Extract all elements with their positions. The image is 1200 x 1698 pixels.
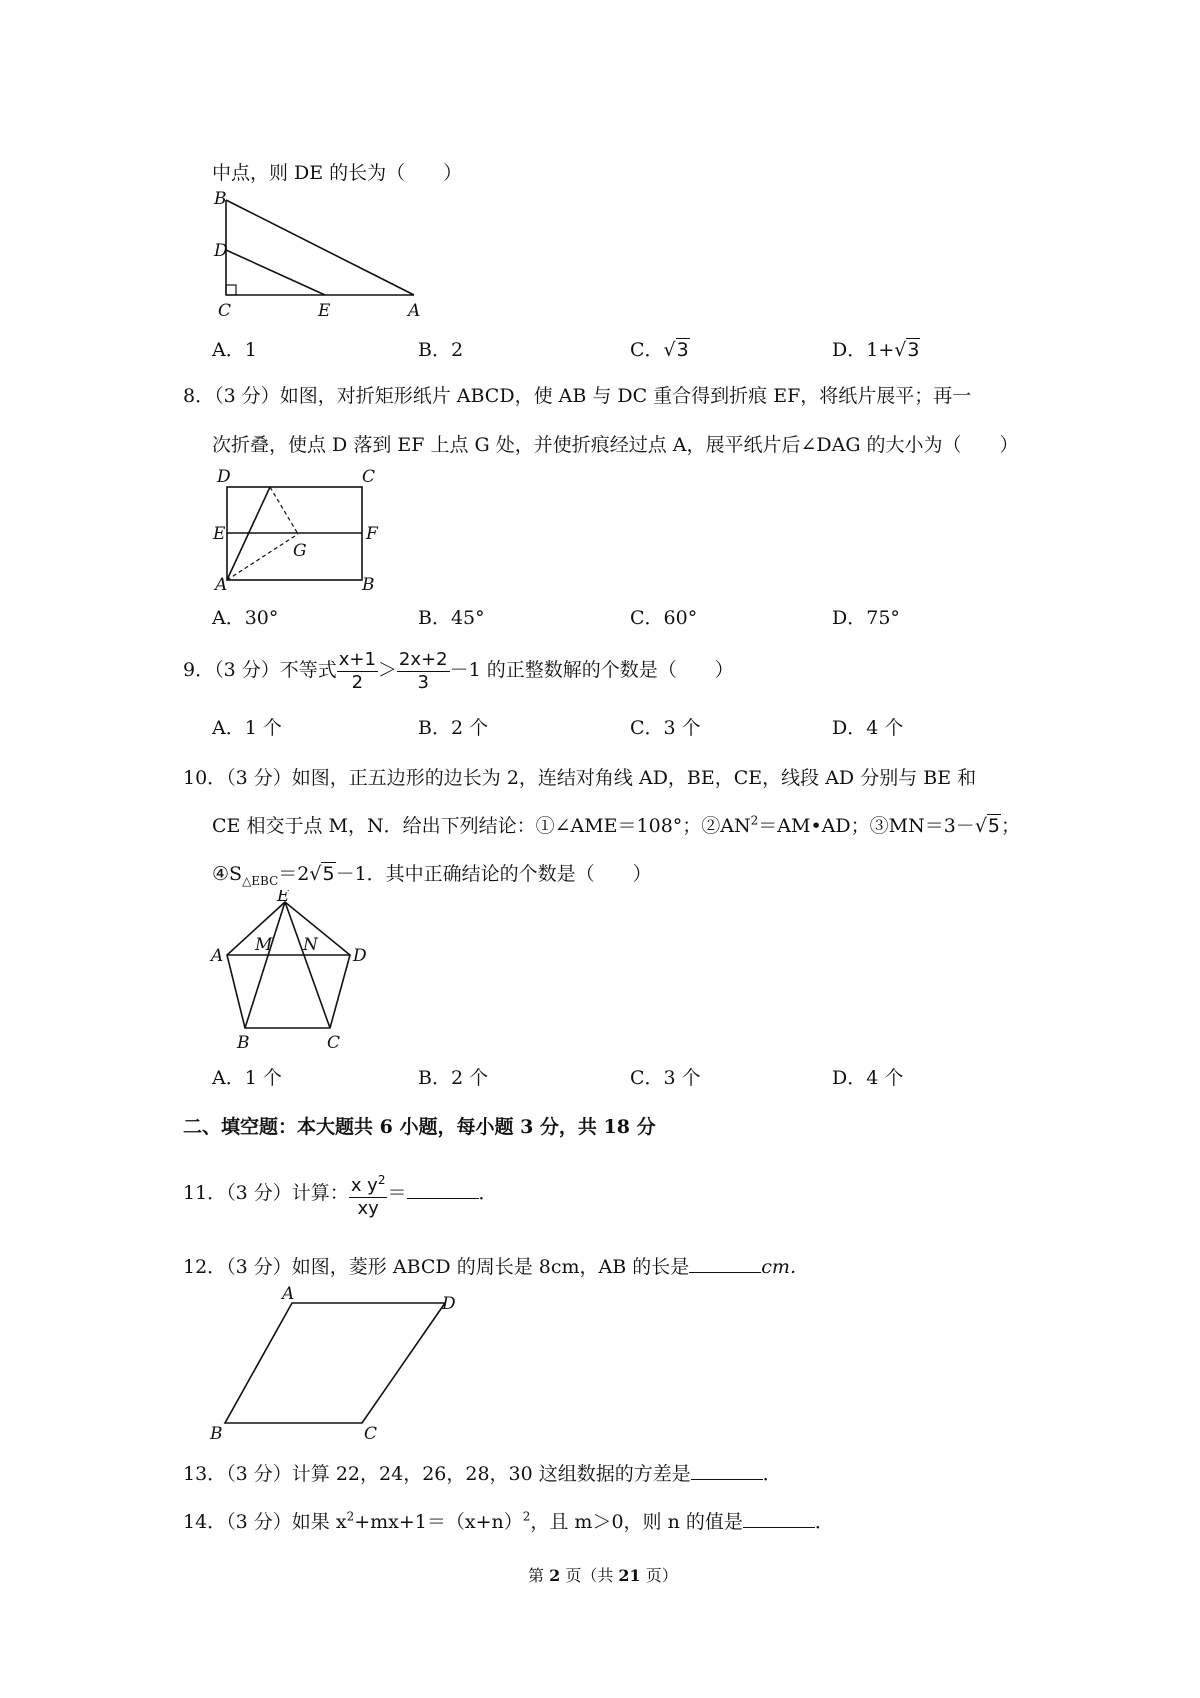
- label-m: M: [255, 935, 273, 955]
- q9-prefix: 9．（3 分）不等式: [183, 659, 337, 681]
- q10-option-b: B．2 个: [418, 1067, 489, 1089]
- label-d: D: [442, 1294, 456, 1314]
- label-c: C: [218, 301, 232, 321]
- q10-line2-sup: 2: [750, 813, 759, 828]
- q10-line3-radicand: 5: [322, 863, 335, 885]
- label-d: D: [353, 946, 367, 966]
- label-a: A: [211, 946, 224, 966]
- q13-answer-blank[interactable]: [691, 1461, 763, 1480]
- q10-line2: [212, 811, 1020, 838]
- q8-line2: 次折叠，使点 D 落到 EF 上点 G 处，并使折痕经过点 A，展平纸片后∠DAG 的大小为（ ）: [212, 434, 1019, 456]
- footer-page-number: 2: [549, 1566, 561, 1585]
- q11-denominator: xy: [357, 1197, 379, 1219]
- q7-option-d: [832, 335, 920, 362]
- q8-option-c: C．60°: [630, 607, 698, 629]
- footer-total-pages: 21: [618, 1566, 641, 1585]
- q10-line2-a: CE 相交于点 M，N．给出下列结论：①∠AME＝108°；②AN: [212, 815, 751, 837]
- q9-frac1-denominator: 2: [351, 671, 364, 693]
- q12-answer-blank[interactable]: [689, 1254, 761, 1273]
- q14-end: ．: [814, 1511, 834, 1533]
- label-b: B: [214, 189, 227, 209]
- q10-line2-radicand: 5: [987, 815, 1001, 837]
- q7-option-d-label: D．1+: [832, 339, 895, 361]
- q11-numerator: [349, 1169, 388, 1198]
- q11-numerator-text: x y: [350, 1174, 378, 1196]
- q10-line3: [212, 859, 652, 888]
- q9-fraction-1: [337, 649, 378, 694]
- q9-frac1-numerator: x+1: [338, 648, 376, 670]
- q8-option-b: B．45°: [418, 607, 485, 629]
- label-a: A: [215, 575, 228, 592]
- q11-text: [183, 1168, 498, 1220]
- label-d: D: [214, 241, 228, 261]
- sqrt-symbol: √3: [894, 339, 920, 361]
- label-a: A: [282, 1285, 295, 1304]
- q13-end: ．: [762, 1463, 782, 1485]
- label-b: B: [362, 575, 375, 592]
- label-b: B: [210, 1424, 223, 1444]
- label-c: C: [364, 1424, 378, 1444]
- label-g: G: [293, 541, 307, 561]
- q7-d-radicand: 3: [907, 339, 920, 361]
- label-e: E: [318, 301, 331, 321]
- page-footer: [528, 1563, 678, 1586]
- sqrt-symbol: √3: [663, 339, 689, 361]
- q7-figure: [200, 188, 440, 323]
- q11-answer-blank[interactable]: [407, 1180, 479, 1199]
- q10-line3-b: ＝2: [278, 863, 310, 885]
- q13-text-body: 13．（3 分）计算 22，24，26，28，30 这组数据的方差是: [183, 1463, 691, 1485]
- q10-option-a: A．1 个: [212, 1067, 282, 1089]
- q11-fraction: [349, 1169, 388, 1220]
- q11-numerator-sup: 2: [377, 1172, 386, 1187]
- q9-text: [183, 646, 734, 694]
- q11-equals: ＝: [387, 1182, 407, 1204]
- footer-a: 第: [528, 1566, 550, 1585]
- q9-option-b: B．2 个: [418, 717, 489, 739]
- section-title: 二、填空题：本大题共 6 小题，每小题 3 分，共 18 分: [183, 1116, 656, 1138]
- q7-option-b: B．2: [418, 339, 464, 361]
- q9-frac2-numerator: 2x+2: [398, 648, 448, 670]
- q11-end: ．: [478, 1182, 498, 1204]
- q10-line1: 10．（3 分）如图，正五边形的边长为 2，连结对角线 AD，BE，CE，线段 AD 分别与 BE 和: [183, 767, 977, 789]
- q10-line2-b: ＝AM•AD；③MN＝3－: [758, 815, 975, 837]
- q14-b: +mx+1＝（x+n）: [354, 1511, 523, 1533]
- q9-option-c: C．3 个: [630, 717, 701, 739]
- footer-b: 页（共: [560, 1566, 619, 1585]
- q10-line2-c: ；: [1001, 815, 1021, 837]
- label-e: E: [213, 524, 226, 544]
- q14-sup2: 2: [522, 1509, 531, 1524]
- q9-frac2-denominator: 3: [417, 671, 429, 693]
- q14-a: 14．（3 分）如果 x: [183, 1511, 347, 1533]
- footer-c: 页）: [640, 1566, 678, 1585]
- q8-option-a: A．30°: [212, 607, 279, 629]
- q10-figure: [205, 890, 380, 1055]
- q7-option-c-label: C．: [630, 339, 664, 361]
- q7-text: 中点，则 DE 的长为（ ）: [212, 162, 463, 184]
- q9-fraction-2: [397, 649, 450, 694]
- label-c: C: [327, 1033, 341, 1053]
- q7-option-c: [630, 335, 690, 362]
- q10-option-d: D．4 个: [832, 1067, 904, 1089]
- q9-gt: ＞: [377, 659, 397, 681]
- label-d: D: [217, 467, 231, 487]
- q14-c: ，且 m＞0，则 n 的值是: [530, 1511, 743, 1533]
- q7-option-a: A．1: [212, 339, 257, 361]
- q8-figure: [205, 462, 395, 592]
- q9-suffix: －1 的正整数解的个数是（ ）: [449, 659, 734, 681]
- q13-text: [183, 1459, 782, 1486]
- q8-line1: 8．（3 分）如图，对折矩形纸片 ABCD，使 AB 与 DC 重合得到折痕 EF，将纸片展平；再一: [183, 385, 972, 407]
- q12-text-b: cm．: [761, 1256, 809, 1278]
- q12-figure: [205, 1285, 465, 1445]
- label-e: E: [277, 890, 290, 906]
- q8-option-d: D．75°: [832, 607, 900, 629]
- q9-option-d: D．4 个: [832, 717, 904, 739]
- q10-line3-c: －1．其中正确结论的个数是（ ）: [335, 863, 652, 885]
- q14-answer-blank[interactable]: [743, 1509, 815, 1528]
- q7-c-radicand: 3: [676, 339, 689, 361]
- q10-line3-sub: △EBC: [242, 873, 279, 888]
- q12-text: [183, 1252, 809, 1279]
- sqrt-symbol: √5: [309, 863, 335, 885]
- label-a: A: [408, 301, 421, 321]
- q9-option-a: A．1 个: [212, 717, 282, 739]
- sqrt-symbol: √5: [974, 815, 1001, 837]
- q10-line3-a: ④S: [212, 863, 243, 885]
- label-f: F: [366, 524, 378, 544]
- q11-prefix: 11．（3 分）计算：: [183, 1182, 349, 1204]
- q14-sup1: 2: [346, 1509, 355, 1524]
- q10-option-c: C．3 个: [630, 1067, 701, 1089]
- label-c: C: [362, 467, 376, 487]
- q14-text: [183, 1507, 834, 1534]
- label-n: N: [303, 935, 318, 955]
- label-b: B: [237, 1033, 250, 1053]
- q12-text-a: 12．（3 分）如图，菱形 ABCD 的周长是 8cm，AB 的长是: [183, 1256, 690, 1278]
